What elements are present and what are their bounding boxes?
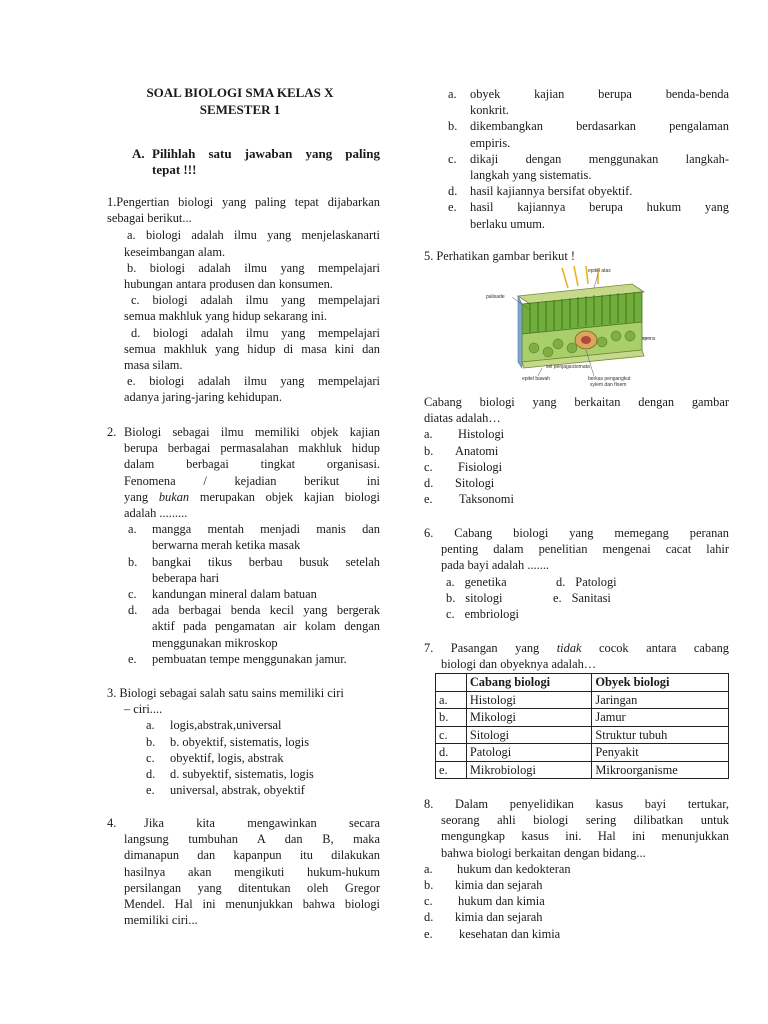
question-8: 8. Dalam penyelidikan kasus bayi tertukar, seorang ahli biologi sering dilibatkan untuk mengungkap kasus ini. Hal ini menunjukkan bahwa biologi berkaitan dengan bidang... a. hukum dan kedokteran b. kimia dan sejarah c. hukum dan kimia d. kimia dan sejarah e. kesehatan dan kimia <box>424 797 729 941</box>
table-cell: Jaringan <box>592 691 729 709</box>
table-row <box>436 691 729 709</box>
q2-line-5: yang bukan merupakan objek kajian biologi <box>124 489 380 504</box>
table-cell: a. <box>436 691 467 709</box>
q2-option-b: b. bangkai tikus berbau busuk setelah beberapa hari <box>128 554 380 585</box>
title-line-2: SEMESTER 1 <box>199 102 281 117</box>
table-cell: e. <box>436 761 467 779</box>
q4-options <box>448 86 729 232</box>
table-row <box>436 761 729 779</box>
q4-option-a: a. obyek kajian berupa benda-benda konkrit. <box>448 87 729 118</box>
q6-option-a: a. genetika <box>446 574 507 589</box>
q8-option-d: d. kimia dan sejarah <box>424 910 543 925</box>
table-cell: c. <box>436 726 467 744</box>
q3-option-a: a. logis,abstrak,universal <box>146 718 282 733</box>
q1-line-1: 1.Pengertian biologi yang paling tepat dijabarkan <box>107 195 380 209</box>
table-cell: Jamur <box>592 709 729 727</box>
q1-option-d: d. biologi adalah ilmu yang mempelajari semua makhluk yang hidup di masa kini dan masa silam. <box>124 325 380 373</box>
label-xylem-floem: xylem dan floem <box>590 382 627 388</box>
q1-line-2: sebagai berikut... <box>107 211 192 226</box>
leaf-cross-section-figure <box>482 264 662 388</box>
page-title <box>110 84 370 118</box>
table-row <box>436 726 729 744</box>
table-cell: Patologi <box>466 744 592 762</box>
q6-options <box>446 574 729 625</box>
table-cell: d. <box>436 744 467 762</box>
table-header-cell: Cabang biologi <box>466 674 592 692</box>
question-4: 4. Jika kita mengawinkan secara langsung tumbuhan A dan B, maka dimanapun dan kapanpun itu dilakukan hasilnya akan mengikuti hukum-hukum persilangan yang ditentukan oleh Gregor Mendel. Hal ini menunjukkan bahwa biologi memiliki ciri... <box>107 816 380 928</box>
q2-option-c: c. kandungan mineral dalam batuan <box>128 587 317 602</box>
q1-option-c: c. biologi adalah ilmu yang mempelajari semua makhluk yang hidup sekarang ini. <box>124 293 380 324</box>
label-palisade: palisade <box>486 294 505 300</box>
q5-option-e: e. Taksonomi <box>424 492 514 507</box>
q6-option-e: e. Sanitasi <box>553 590 611 605</box>
section-a-line-2: tepat !!! <box>152 162 197 177</box>
label-epitel-atas: epitel atas <box>588 268 611 274</box>
q5-option-d: d. Sitologi <box>424 476 495 491</box>
question-6: 6. Cabang biologi yang memegang peranan penting dalam penelitian mengenai cacat lahir pada bayi adalah ....... a. genetika d. Patologi b. sitologi e. Sanitasi c. embriologi <box>424 525 729 625</box>
q3-option-b: b. b. obyektif, sistematis, logis <box>146 734 310 749</box>
q2-options <box>128 521 380 667</box>
q4-option-c: c. dikaji dengan menggunakan langkah- langkah yang sistematis. <box>448 151 729 183</box>
q8-option-c: c. hukum dan kimia <box>424 894 545 909</box>
label-stomata: stomata <box>572 364 590 370</box>
q7-line-1: 7. Pasangan yang tidak cocok antara cabang <box>424 641 729 655</box>
q2-option-e: e. pembuatan tempe menggunakan jamur. <box>128 651 347 666</box>
question-1 <box>107 194 380 406</box>
label-epitel-bawah: epitel bawah <box>522 376 551 382</box>
label-berkas-pengangkut: berkas pengangkut <box>588 376 631 382</box>
q5-option-b: b. Anatomi <box>424 443 499 458</box>
q5-prompt: 5. Perhatikan gambar berikut ! <box>424 249 576 263</box>
question-2: 2. Biologi sebagai ilmu memiliki objek kajian berupa berbagai permasalahan makhluk hidup dalam berbagai tingkat organisasi. Fenomena / kejadian berikut ini yang bukan merupakan objek kajian biologi adalah ......... a. mangga mentah menjadi manis dan berwarna merah ketika masak b. bangkai tikus berbau busuk setelah beberapa hari c. kandungan mineral dalam batuan d. ada berbagai benda kecil yang bergerak aktif pada pengamatan air kolam dengan menggunakan mikroskop e. pembuatan tempe menggunakan jamur. <box>107 425 380 666</box>
question-3: 3. Biologi sebagai salah satu sains memiliki ciri – ciri.... a. logis,abstrak,universal b. b. obyektif, sistematis, logis c. obyektif, logis, abstrak d. d. subyektif, sistematis, logis e. universal, abstrak, obyektif <box>107 685 380 798</box>
q3-option-e: e. universal, abstrak, obyektif <box>146 783 305 798</box>
q2-option-a: a. mangga mentah menjadi manis dan berwarna merah ketika masak <box>128 522 380 553</box>
q7-table <box>435 673 729 779</box>
q6-option-c: c. embriologi <box>446 606 519 621</box>
q6-option-b: b. sitologi <box>446 590 503 605</box>
q5-option-c: c. Fisiologi <box>424 459 503 474</box>
q4-option-e: e. hasil kajiannya berupa hukum yang berlaku umum. <box>448 200 729 231</box>
q3-option-c: c. obyektif, logis, abstrak <box>146 750 284 765</box>
section-a-letter: A. <box>132 146 145 161</box>
table-cell: Mikrobiologi <box>466 761 592 779</box>
q1-option-e: e. biologi adalah ilmu yang mempelajari adanya jaring-jaring kehidupan. <box>124 374 380 405</box>
table-cell: Penyakit <box>592 744 729 762</box>
question-7: 7. Pasangan yang tidak cocok antara cabang biologi dan obyeknya adalah… <box>424 641 729 672</box>
table-row <box>436 709 729 727</box>
table-header-cell <box>436 674 467 692</box>
table-cell: Mikroorganisme <box>592 761 729 779</box>
section-a-line-1: Pilihlah satu jawaban yang paling <box>152 146 380 161</box>
table-cell: Struktur tubuh <box>592 726 729 744</box>
label-spons: spons <box>642 336 656 342</box>
q2-option-d: d. ada berbagai benda kecil yang bergerak aktif pada pengamatan air kolam dengan menggunakan mikroskop <box>128 603 380 650</box>
table-row <box>436 744 729 762</box>
q3-option-d: d. d. subyektif, sistematis, logis <box>146 767 314 782</box>
table-cell: Sitologi <box>466 726 592 744</box>
q8-option-e: e. kesehatan dan kimia <box>424 926 561 941</box>
q8-option-b: b. kimia dan sejarah <box>424 878 543 893</box>
q1-option-a: a. biologi adalah ilmu yang menjelaskanarti keseimbangan alam. <box>124 228 380 259</box>
table-cell: Mikologi <box>466 709 592 727</box>
q1-option-b: b. biologi adalah ilmu yang mempelajari hubungan antara produsen dan konsumen. <box>124 260 380 292</box>
q3-options <box>146 717 380 798</box>
q6-option-d: d. Patologi <box>556 574 617 589</box>
q4-option-b: b. dikembangkan berdasarkan pengalaman empiris. <box>448 119 729 150</box>
section-a-heading <box>132 146 380 178</box>
q8-option-a: a. hukum dan kedokteran <box>424 861 571 876</box>
q7-table-header-row <box>436 674 729 692</box>
question-5: Cabang biologi yang berkaitan dengan gambar diatas adalah… a. Histologi b. Anatomi c. Fisiologi d. Sitologi e. Taksonomi <box>424 395 729 507</box>
table-cell: b. <box>436 709 467 727</box>
label-sel-penjaga: sel penjaga <box>546 364 572 370</box>
title-line-1: SOAL BIOLOGI SMA KELAS X <box>146 85 334 100</box>
q5-option-a: a. Histologi <box>424 427 505 442</box>
table-cell: Histologi <box>466 691 592 709</box>
table-header-cell: Obyek biologi <box>592 674 729 692</box>
q4-option-d: d. hasil kajiannya bersifat obyektif. <box>448 184 633 199</box>
